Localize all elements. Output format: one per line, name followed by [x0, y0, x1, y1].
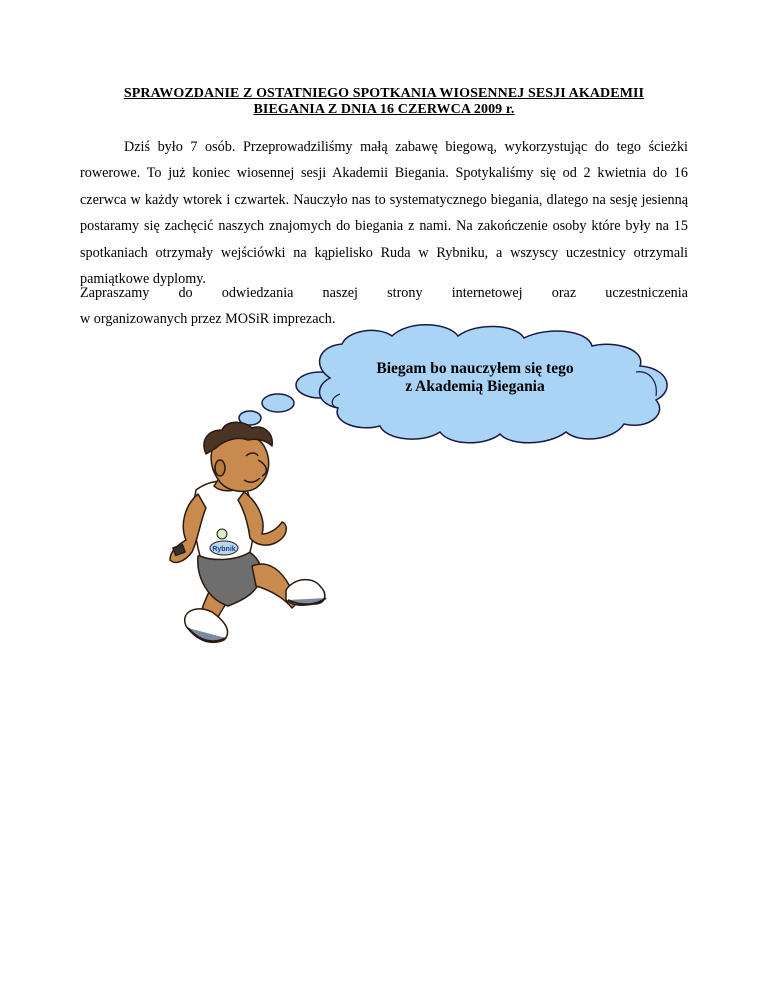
- report-text: Dziś było 7 osób. Przeprowadziliśmy małą zabawę biegową, wykorzystując do tego ścieżki rowerowe. To już koniec wiosennej sesji Akademii Biegania. Spotykaliśmy się od 2 kwietnia do 16 czerwca w każdy wtorek i czwartek. Nauczyło nas to systematycznego biegania, dlatego na sesję jesienną postaramy się zachęcić naszych znajomych do biegania z nami. Na zakończenie osoby które były na 15 spotkaniach otrzymały wejściówki na kąpielisko Ruda w Rybniku, a wszyscy uczestnicy otrzymali pamiątkowe dyplomy.: [80, 139, 688, 288]
- title-line-2: BIEGANIA Z DNIA 16 CZERWCA 2009 r.: [253, 102, 515, 117]
- invite-word: strony: [387, 285, 423, 301]
- invite-word: internetowej: [451, 285, 523, 301]
- bubble-text: [340, 360, 610, 396]
- shirt-text: Rybnik: [212, 546, 236, 553]
- runner-figure: [170, 422, 326, 642]
- invite-word: odwiedzania: [221, 285, 294, 301]
- invite-word: naszej: [322, 285, 358, 301]
- title-line-1: SPRAWOZDANIE Z OSTATNIEGO SPOTKANIA WIOSENNEJ SESJI AKADEMII: [123, 86, 645, 101]
- bubble-line-2: z Akademią Biegania: [405, 378, 545, 395]
- bubble-line-1: Biegam bo nauczyłem się tego: [376, 360, 574, 377]
- invite-word: uczestniczenia: [605, 285, 688, 301]
- invite-word: do: [178, 285, 193, 301]
- invite-word: Zapraszamy: [80, 285, 150, 301]
- invite-word: oraz: [551, 285, 577, 301]
- invite-line-2: w organizowanych przez MOSiR imprezach.: [80, 311, 336, 328]
